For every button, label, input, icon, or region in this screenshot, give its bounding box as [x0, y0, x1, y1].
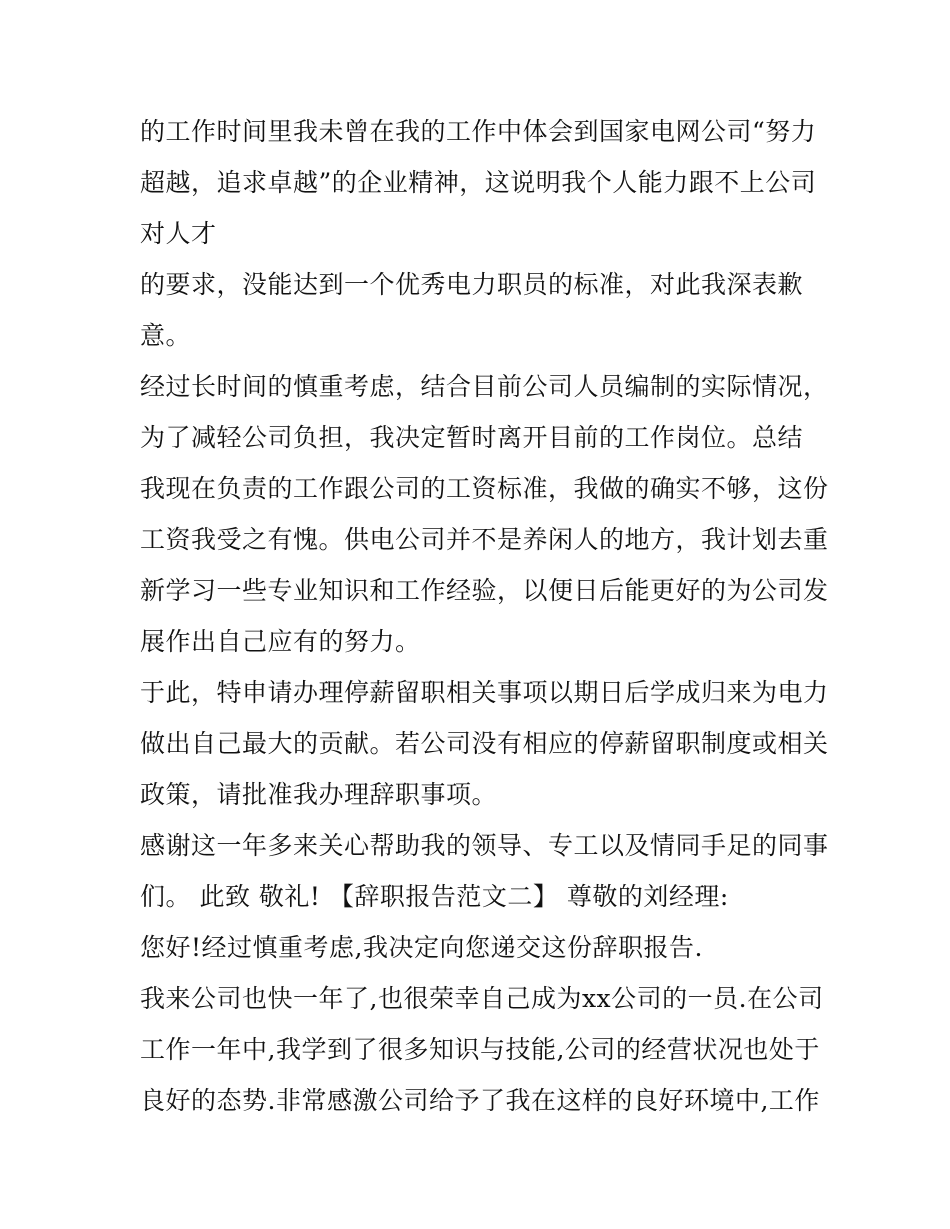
- text-line: 政策，请批准我办理辞职事项。: [140, 780, 498, 809]
- text-line: 良好的态势.非常感激公司给予了我在这样的良好环境中,工作: [140, 1086, 820, 1115]
- text-line: 为了减轻公司负担，我决定暂时离开目前的工作岗位。总结: [140, 423, 804, 452]
- text-line: 感谢这一年多来关心帮助我的领导、专工以及情同手足的同事: [140, 831, 829, 860]
- text-line: 的工作时间里我未曾在我的工作中体会到国家电网公司“努力: [140, 117, 817, 146]
- text-line: 工资我受之有愧。供电公司并不是养闲人的地方，我计划去重: [140, 525, 829, 554]
- text-line: 对人才: [140, 219, 217, 248]
- text-line: 展作出自己应有的努力。: [140, 627, 421, 656]
- text-line: 超越，追求卓越”的企业精神，这说明我个人能力跟不上公司: [140, 168, 817, 197]
- document-body: [140, 106, 830, 1126]
- text-line: 工作一年中,我学到了很多知识与技能,公司的经营状况也处于: [140, 1035, 820, 1064]
- text-line: 您好!经过慎重考虑,我决定向您递交这份辞职报告.: [140, 933, 703, 962]
- text-line: 经过长时间的慎重考虑，结合目前公司人员编制的实际情况，: [140, 372, 829, 401]
- text-line: 做出自己最大的贡献。若公司没有相应的停薪留职制度或相关: [140, 729, 829, 758]
- text-line: 新学习一些专业知识和工作经验，以便日后能更好的为公司发: [140, 576, 829, 605]
- text-line: 于此，特申请办理停薪留职相关事项以期日后学成归来为电力: [140, 678, 829, 707]
- text-line: 们。 此致 敬礼! 【辞职报告范文二】 尊敬的刘经理:: [140, 882, 729, 911]
- text-line: 意。: [140, 321, 192, 350]
- text-line: 的要求，没能达到一个优秀电力职员的标准，对此我深表歉: [140, 270, 804, 299]
- text-line: 我来公司也快一年了,也很荣幸自己成为xx公司的一员.在公司: [140, 984, 824, 1013]
- text-line: 我现在负责的工作跟公司的工资标准，我做的确实不够，这份: [140, 474, 829, 503]
